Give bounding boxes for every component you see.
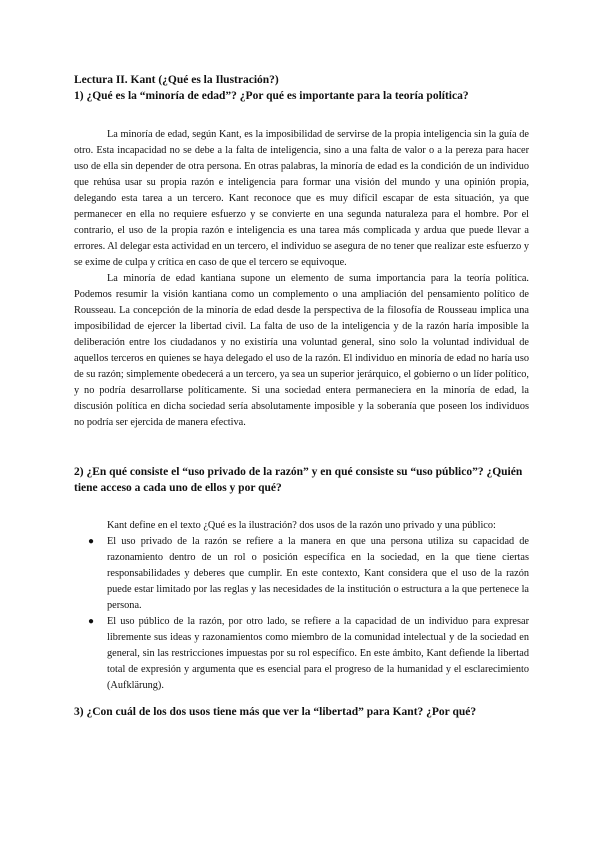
- bullet-icon: ●: [88, 536, 95, 547]
- question-2-heading: 2) ¿En qué consiste el “uso privado de la razón” y en qué consiste su “uso público”? ¿Quién tiene acceso a cada uno de ellos y por qué?: [74, 466, 523, 494]
- q2-bullet-public-use: El uso público de la razón, por otro lado, se refiere a la capacidad de un individuo para expresar libremente sus ideas y razonamientos como miembro de la comunidad intelectual y de la sociedad en general, sin las restricciones impuestas por su rol específico. En este ámbito, Kant defiende la libertad total de expresión y argumenta que es esencial para el progreso de la humanidad y el esclarecimiento (Aufklärung).: [107, 616, 529, 691]
- q1-paragraph-2: La minoría de edad kantiana supone un elemento de suma importancia para la teoría política. Podemos resumir la visión kantiana como un complemento o una ampliación del pensamiento político de Rousseau. La concepción de la minoría de edad desde la perspectiva de la filosofía de Rousseau implica una imposibilidad de ejercer la libertad civil. La falta de uso de la inteligencia y de la razón haría imposible la deliberación entre los ciudadanos y no existiría una voluntad general, sino solo la voluntad individual de aquellos terceros en quienes se haya delegado el uso de la razón. El individuo en minoría de edad no haría uso de su razón; simplemente obedecerá a un tercero, ya sea un superior jerárquico, el gobierno o un líder político, y no podría desarrollarse políticamente. Si una sociedad entera permaneciera en la minoría de edad, la discusión política en dicha sociedad sería absolutamente imposible y la soberanía que poseen los individuos no podría ser ejercida de manera efectiva.: [74, 273, 529, 428]
- q2-bullet-list: [74, 534, 529, 694]
- bullet-icon: ●: [88, 616, 95, 627]
- q2-intro: Kant define en el texto ¿Qué es la ilustración? dos usos de la razón uno privado y una público:: [107, 520, 496, 531]
- document-content: [74, 72, 529, 720]
- list-item: [74, 614, 529, 694]
- question-3-heading: 3) ¿Con cuál de los dos usos tiene más que ver la “libertad” para Kant? ¿Por qué?: [74, 706, 477, 718]
- q2-bullet-private-use: El uso privado de la razón se refiere a la manera en que una persona utiliza su capacidad de razonamiento dentro de un rol o posición específica en la sociedad, en la que tiene ciertas responsabilidades y deberes que cumplir. En este contexto, Kant considera que el uso de la razón puede estar limitado por las reglas y las necesidades de la institución o estructura a la que pertenece la persona.: [107, 536, 529, 611]
- question-1-heading: 1) ¿Qué es la “minoría de edad”? ¿Por qué es importante para la teoría política?: [74, 90, 469, 102]
- document-title: Lectura II. Kant (¿Qué es la Ilustración?): [74, 74, 279, 86]
- q1-paragraph-1: La minoría de edad, según Kant, es la imposibilidad de servirse de la propia inteligencia sin la guía de otro. Esta incapacidad no se debe a la falta de inteligencia, sino a una falta de valor o a la pereza para hacer uso de ella sin depender de otra persona. En otras palabras, la minoría de edad es la condición de un individuo que rehúsa usar su propia razón e inteligencia para formar una visión del mundo y una opinión propia, delegando esta tarea a un tercero. Kant reconoce que es muy difícil escapar de esta situación, ya que permanecer en ella no requiere esfuerzo y se convierte en una segunda naturaleza para el hombre. Por el contrario, el uso de la propia razón e inteligencia es una tarea más complicada y ardua que puede llevar a errores. Al delegar esta actividad en un tercero, el individuo se asegura de no tener que realizar este esfuerzo y se exime de culpa y crítica en caso de que el tercero se equivoque.: [74, 129, 529, 268]
- list-item: [74, 534, 529, 614]
